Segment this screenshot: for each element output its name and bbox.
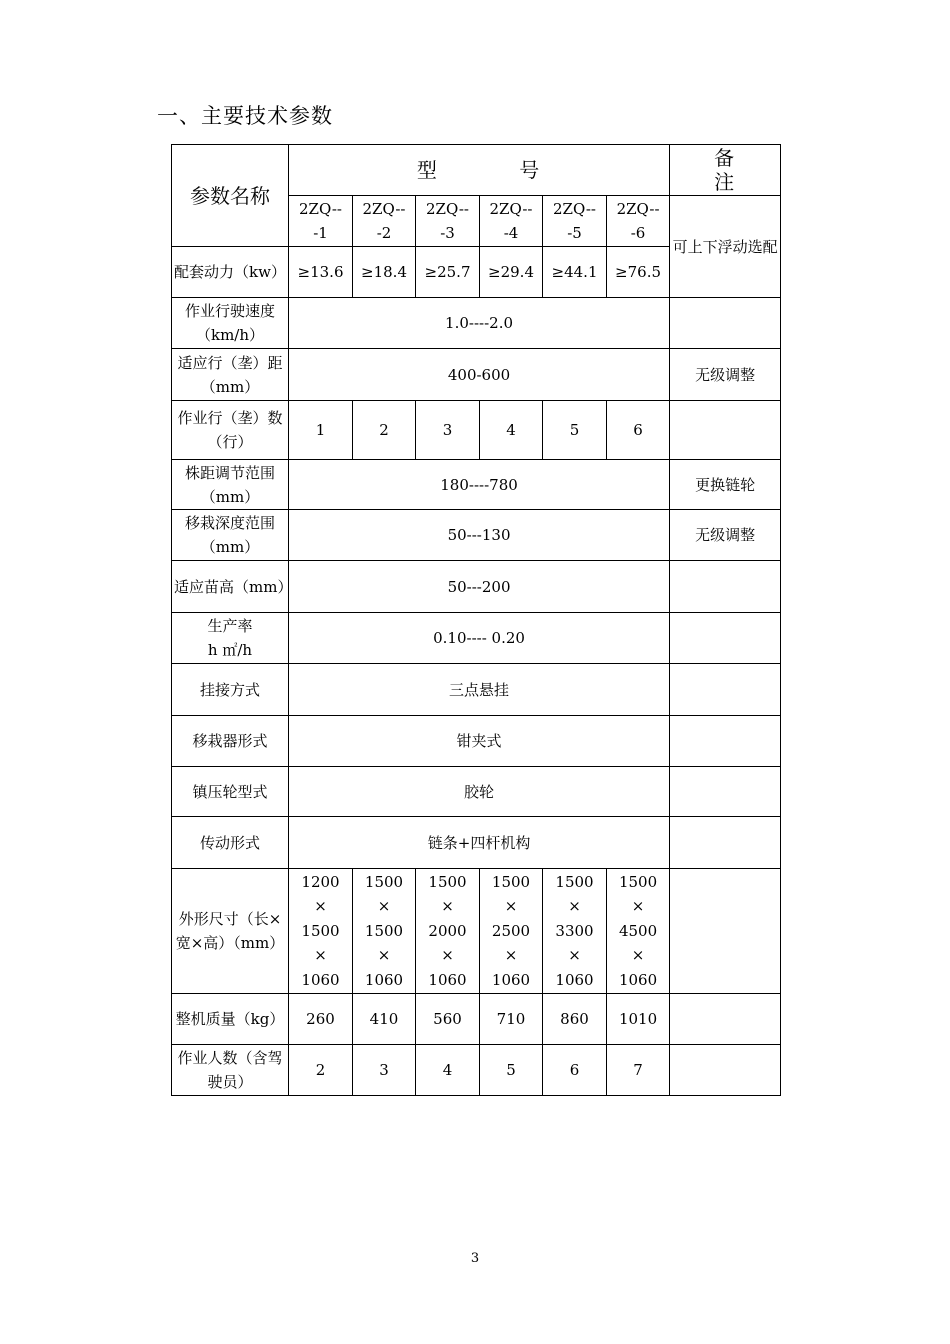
workers-value: 2 bbox=[289, 1045, 353, 1096]
dimension-value: 1500 × 1500 × 1060 bbox=[353, 869, 416, 994]
power-value: ≥25.7 bbox=[416, 247, 480, 298]
parameter-table bbox=[171, 144, 781, 1096]
remark-cell bbox=[670, 298, 781, 349]
remark-cell bbox=[670, 613, 781, 664]
remark-cell bbox=[670, 401, 781, 460]
productivity-value: 0.10---- 0.20 bbox=[289, 613, 670, 664]
transplanter-row bbox=[172, 716, 781, 767]
row-spacing-row bbox=[172, 349, 781, 401]
row-label: 传动形式 bbox=[172, 817, 289, 869]
mass-value: 260 bbox=[289, 994, 353, 1045]
row-label: 适应行（垄）距（mm） bbox=[172, 349, 289, 401]
dimension-value: 1500 × 4500 × 1060 bbox=[607, 869, 670, 994]
row-label: 移栽深度范围（mm） bbox=[172, 510, 289, 561]
dimension-value: 1200 × 1500 × 1060 bbox=[289, 869, 353, 994]
model-cell: 2ZQ-- -3 bbox=[416, 196, 480, 247]
transplanter-value: 钳夹式 bbox=[289, 716, 670, 767]
row-count-value: 4 bbox=[480, 401, 543, 460]
dimension-value: 1500 × 2000 × 1060 bbox=[416, 869, 480, 994]
row-label: 镇压轮型式 bbox=[172, 767, 289, 817]
mass-value: 560 bbox=[416, 994, 480, 1045]
dimension-value: 1500 × 3300 × 1060 bbox=[543, 869, 607, 994]
row-label: 作业行（垄）数（行） bbox=[172, 401, 289, 460]
row-count-row bbox=[172, 401, 781, 460]
remark-cell bbox=[670, 561, 781, 613]
model-cell: 2ZQ-- -6 bbox=[607, 196, 670, 247]
row-label: 外形尺寸（长×宽×高）（mm） bbox=[172, 869, 289, 994]
remark-cell: 更换链轮 bbox=[670, 460, 781, 510]
model-cell: 2ZQ-- -1 bbox=[289, 196, 353, 247]
remark-header: 备 注 bbox=[670, 145, 781, 196]
press-wheel-value: 胶轮 bbox=[289, 767, 670, 817]
remark-cell bbox=[670, 994, 781, 1045]
row-label: 作业行驶速度（km/h） bbox=[172, 298, 289, 349]
row-count-value: 1 bbox=[289, 401, 353, 460]
row-count-value: 3 bbox=[416, 401, 480, 460]
float-note: 可上下浮动选配 bbox=[670, 196, 781, 298]
row-spacing-value: 400-600 bbox=[289, 349, 670, 401]
seedling-height-row bbox=[172, 561, 781, 613]
section-heading: 一、主要技术参数 bbox=[157, 104, 333, 128]
drive-value: 链条+四杆机构 bbox=[289, 817, 670, 869]
productivity-row bbox=[172, 613, 781, 664]
remark-cell: 无级调整 bbox=[670, 510, 781, 561]
plant-spacing-row bbox=[172, 460, 781, 510]
workers-value: 4 bbox=[416, 1045, 480, 1096]
row-label: 移栽器形式 bbox=[172, 716, 289, 767]
mass-row bbox=[172, 994, 781, 1045]
workers-row bbox=[172, 1045, 781, 1096]
header-row bbox=[172, 145, 781, 196]
remark-cell bbox=[670, 817, 781, 869]
hitch-row bbox=[172, 664, 781, 716]
workers-value: 6 bbox=[543, 1045, 607, 1096]
workers-value: 7 bbox=[607, 1045, 670, 1096]
row-label: 适应苗高（mm） bbox=[172, 561, 289, 613]
drive-row bbox=[172, 817, 781, 869]
power-value: ≥29.4 bbox=[480, 247, 543, 298]
hitch-value: 三点悬挂 bbox=[289, 664, 670, 716]
plant-spacing-value: 180----780 bbox=[289, 460, 670, 510]
model-header: 型 号 bbox=[289, 145, 670, 196]
dimensions-row bbox=[172, 869, 781, 994]
row-label: 生产率 h ㎡/h bbox=[172, 613, 289, 664]
remark-cell: 无级调整 bbox=[670, 349, 781, 401]
row-label: 株距调节范围（mm） bbox=[172, 460, 289, 510]
row-label: 作业人数（含驾驶员） bbox=[172, 1045, 289, 1096]
remark-cell bbox=[670, 1045, 781, 1096]
depth-value: 50---130 bbox=[289, 510, 670, 561]
row-label: 配套动力（kw） bbox=[172, 247, 289, 298]
page-number: 3 bbox=[470, 1251, 480, 1266]
row-count-value: 5 bbox=[543, 401, 607, 460]
model-cell: 2ZQ-- -2 bbox=[353, 196, 416, 247]
row-count-value: 6 bbox=[607, 401, 670, 460]
seedling-height-value: 50---200 bbox=[289, 561, 670, 613]
remark-cell bbox=[670, 869, 781, 994]
remark-cell bbox=[670, 767, 781, 817]
dimension-value: 1500 × 2500 × 1060 bbox=[480, 869, 543, 994]
speed-value: 1.0----2.0 bbox=[289, 298, 670, 349]
mass-value: 860 bbox=[543, 994, 607, 1045]
remark-cell bbox=[670, 664, 781, 716]
power-value: ≥44.1 bbox=[543, 247, 607, 298]
row-label: 整机质量（kg） bbox=[172, 994, 289, 1045]
workers-value: 3 bbox=[353, 1045, 416, 1096]
speed-row bbox=[172, 298, 781, 349]
mass-value: 410 bbox=[353, 994, 416, 1045]
remark-cell bbox=[670, 716, 781, 767]
workers-value: 5 bbox=[480, 1045, 543, 1096]
power-value: ≥18.4 bbox=[353, 247, 416, 298]
depth-row bbox=[172, 510, 781, 561]
row-label: 挂接方式 bbox=[172, 664, 289, 716]
power-value: ≥76.5 bbox=[607, 247, 670, 298]
mass-value: 710 bbox=[480, 994, 543, 1045]
model-cell: 2ZQ-- -4 bbox=[480, 196, 543, 247]
row-count-value: 2 bbox=[353, 401, 416, 460]
model-cell: 2ZQ-- -5 bbox=[543, 196, 607, 247]
power-value: ≥13.6 bbox=[289, 247, 353, 298]
press-wheel-row bbox=[172, 767, 781, 817]
mass-value: 1010 bbox=[607, 994, 670, 1045]
param-name-header: 参数名称 bbox=[172, 145, 289, 247]
